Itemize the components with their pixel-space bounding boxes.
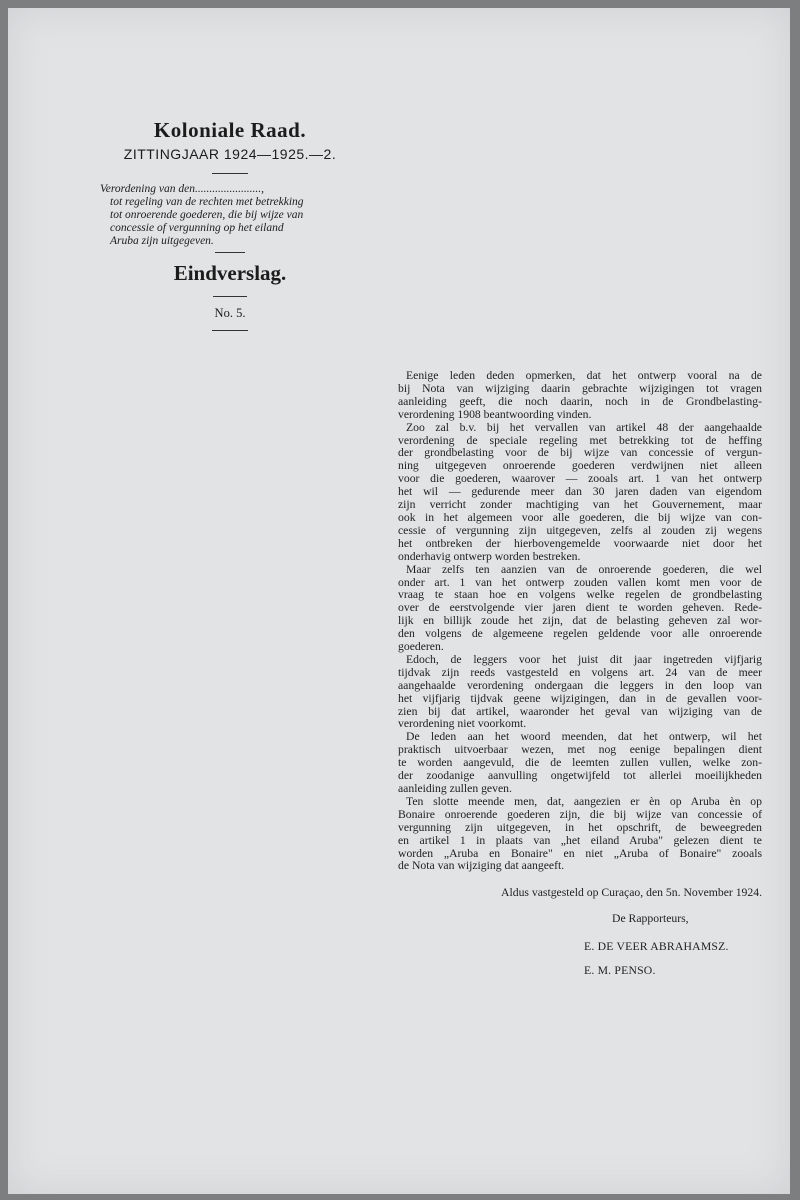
place-date: Aldus vastgesteld op Curaçao, den 5n. November 1924. xyxy=(501,886,762,899)
text-line: lijk en billijk zoude het zijn, dat de belasting geheven zal wor- xyxy=(398,614,762,628)
rapporteurs-title: De Rapporteurs, xyxy=(612,912,689,925)
report-body xyxy=(398,370,762,873)
subject-line: Verordening van den......................., xyxy=(100,183,264,195)
document-page xyxy=(8,8,790,1194)
text-line: aanleiding geeft, die noch daarin, noch in de Grondbelasting- xyxy=(398,394,762,408)
text-line: der zoodanige aanvulling ongetwijfeld tot allerlei moeilijkheden xyxy=(398,769,762,783)
text-line: voor die goederen, waarover — zooals art. 1 van het ontwerp xyxy=(398,472,762,486)
divider xyxy=(212,173,248,174)
council-title: Koloniale Raad. xyxy=(153,118,307,142)
text-line: Zoo zal b.v. bij het vervallen van artikel 48 der aangehaalde xyxy=(406,420,762,434)
text-line: worden „Aruba en Bonaire" en niet „Aruba of Bonaire" zooals xyxy=(398,846,762,860)
text-line: het vijfjarig tijdvak geene wijzigingen, dan in de gevallen voor- xyxy=(398,691,762,705)
subject-line: tot onroerende goederen, die bij wijze van xyxy=(110,209,304,221)
document-number: No. 5. xyxy=(214,306,246,320)
divider xyxy=(213,296,247,297)
text-line: onder art. 1 van het ontwerp zouden vallen komt men voor de xyxy=(398,575,762,589)
text-line: aangehaalde verordening ondergaan die leggers in den loop van xyxy=(398,678,762,692)
text-line: bij Nota van wijziging daarin gebrachte wijzigingen tot vragen xyxy=(398,381,762,395)
text-line: vraag te staan hoe en volgens welke regelen de grondbelasting xyxy=(398,588,762,602)
body-paragraph xyxy=(398,796,762,873)
text-line: Ten slotte meende men, dat, aangezien er èn op Aruba èn op xyxy=(406,794,762,808)
text-line: verordening 1908 beantwoording vinden. xyxy=(398,407,592,421)
body-paragraph xyxy=(398,422,762,564)
text-line: praktisch uitvoerbaar wezen, met nog eenige bepalingen dient xyxy=(398,743,762,757)
body-paragraph xyxy=(398,731,762,796)
text-line: zijn verricht zonder machtiging van het Gouvernement, maar xyxy=(398,498,762,512)
signatory-name: E. DE VEER ABRAHAMSZ. xyxy=(584,940,729,953)
text-line: verordening niet voorkomt. xyxy=(398,717,527,731)
text-line: ning uitgegeven onroerende goederen verdwijnen niet alleen xyxy=(398,459,762,473)
text-line: het ontbreken der hierbovengemelde voorwaarde niet door het xyxy=(398,536,762,550)
body-paragraph xyxy=(398,564,762,654)
text-line: de Nota van wijziging dat aangeeft. xyxy=(398,859,565,873)
text-line: onderhavig ontwerp worden bestreken. xyxy=(398,549,581,563)
text-line: De leden aan het woord meenden, dat het ontwerp, wil het xyxy=(406,730,762,744)
body-paragraph xyxy=(398,370,762,422)
text-line: Edoch, de leggers voor het juist dit jaar ingetreden vijfjarig xyxy=(406,652,762,666)
text-line: verordening de speciale regeling met betrekking tot de heffing xyxy=(398,433,762,447)
subject-line: Aruba zijn uitgegeven. xyxy=(110,235,214,247)
subject-line: concessie of vergunning op het eiland xyxy=(110,222,284,234)
text-line: Bonaire onroerende goederen zijn, die bij wijze van concessie of xyxy=(398,807,762,821)
text-line: der grondbelasting voor de bij wijze van concessie of vergun- xyxy=(398,446,762,460)
report-title: Eindverslag. xyxy=(173,261,287,285)
ordinance-subject xyxy=(100,183,360,248)
text-line: over de eerstvolgende vier jaren dient te worden geheven. Rede- xyxy=(398,601,762,615)
text-line: vergunning zijn uitgegeven, in het opschrift, de beweegreden xyxy=(398,820,762,834)
signatory-name: E. M. PENSO. xyxy=(584,964,656,977)
body-paragraph xyxy=(398,654,762,731)
text-line: zien bij dat artikel, waaronder het geval van wijziging van de xyxy=(398,704,762,718)
text-line: het wil — gedurende meer dan 30 jaren daden van eigendom xyxy=(398,485,762,499)
text-line: ook in het algemeen voor alle goederen, die bij wijze van con- xyxy=(398,510,762,524)
subject-line: tot regeling van de rechten met betrekking xyxy=(110,196,304,208)
session-year: ZITTINGJAAR 1924—1925.—2. xyxy=(123,146,337,162)
text-line: Eenige leden deden opmerken, dat het ontwerp vooral na de xyxy=(406,369,762,382)
text-line: tijdvak zijn reeds vastgesteld en volgens art. 24 van de meer xyxy=(398,665,762,679)
divider xyxy=(212,330,248,331)
text-line: en artikel 1 in plaats van „het eiland Aruba" gelezen dient te xyxy=(398,833,762,847)
text-line: te worden aangevuld, die de leemten zullen vullen, welke zon- xyxy=(398,756,762,770)
text-line: aanleiding zullen geven. xyxy=(398,782,512,795)
document-header xyxy=(100,118,360,331)
divider xyxy=(215,252,245,253)
text-line: den volgens de algemeene regelen geldende voor alle onroerende xyxy=(398,627,762,641)
closing-block xyxy=(398,886,762,977)
text-line: goederen. xyxy=(398,640,444,654)
text-line: cessie of vergunning zijn uitgegeven, zelfs al zouden zij wegens xyxy=(398,523,762,537)
text-line: Maar zelfs ten aanzien van de onroerende goederen, die wel xyxy=(406,562,762,576)
